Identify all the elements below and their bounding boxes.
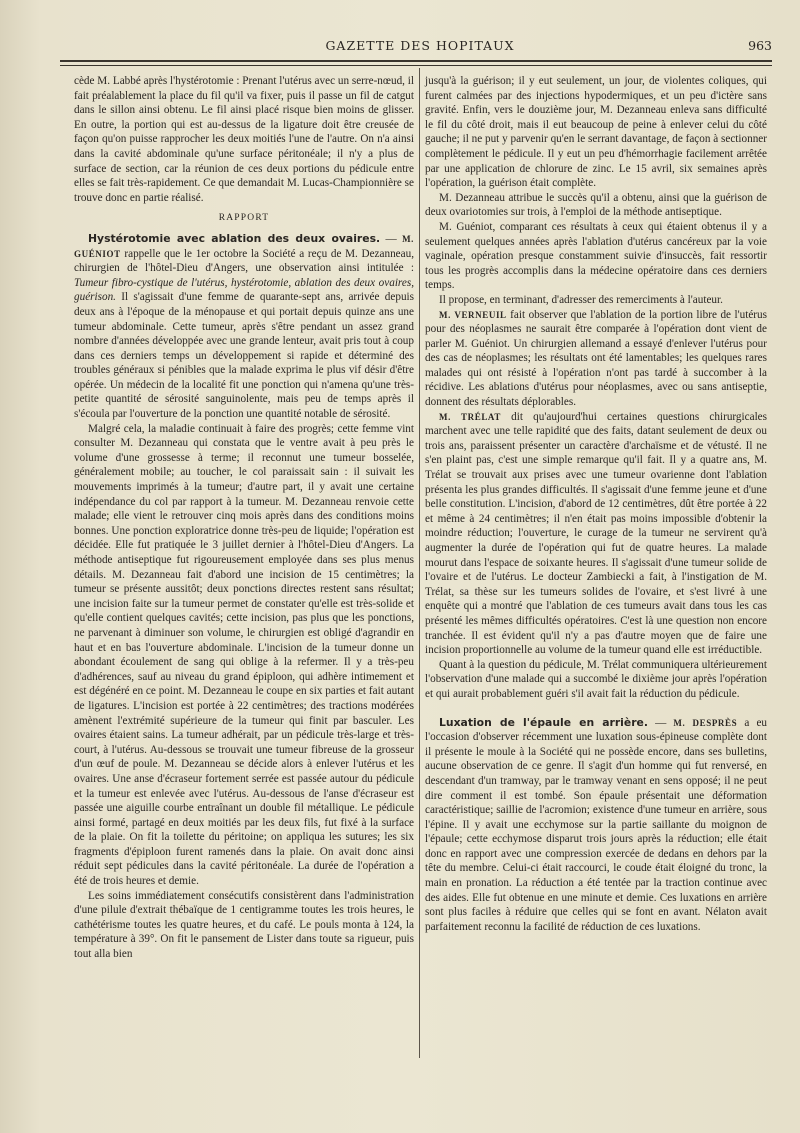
paragraph-verneuil (425, 308, 767, 410)
spacer (425, 702, 767, 716)
paragraph: M. Guéniot, comparant ces résultats à ceux qui étaient obtenus il y a seulement quelques années après l'ablation d'utérus cancéreux par la voie vaginale, opération presque constamment suivie d'insuccès, fait ressortir tous les progrès accomplis dans la médecine opératoire dans ces derniers temps. (425, 220, 767, 292)
paragraph: Quant à la question du pédicule, M. Trélat communiquera ultérieurement l'observation d'une malade qui a succombé le dixième jour après l'opération et qui aurait probablement guéri s'il avait fait la réduction du pédicule. (425, 658, 767, 700)
author-name: M. TRÉLAT (439, 411, 501, 422)
text-run: fait observer que l'ablation de la portion libre de l'utérus pour des néoplasmes ne saurait être comparée à l'opération dont vient de parler M. Guéniot. Un chirurgien allemand a essayé d'enlever l'utérus pour des cas de néoplasmes; les résultats ont été lamentables; les quelques rares malades qui ont résisté à l'opération n'ont pas tardé à succomber à la récidive. Les ablations d'utérus pour néoplasmes, avec ou sans antiseptie, donnent des résultats déplorables. (425, 308, 767, 409)
page-header (60, 36, 780, 60)
section-label-rapport: RAPPORT (218, 213, 270, 224)
column-divider (419, 68, 420, 1058)
section-heading: Hystérotomie avec ablation des deux ovaires. (88, 231, 381, 245)
paragraph-luxation (425, 716, 767, 935)
paragraph-trelat (425, 410, 767, 658)
paragraph: Malgré cela, la maladie continuait à faire des progrès; cette femme vint consulter M. Dezanneau qui constata que le ventre avait à peu près le volume d'une grossesse à terme; il reconnut une tumeur bosselée, généralement mobile; au toucher, le col paraissait sain : il suivait les mouvements imprimés à la tumeur; d'autre part, il y avait une certaine indépendance du col par rapport à la tumeur. M. Dezanneau renvoie cette malade; elle vient le retrouver cinq mois après dans des conditions moins bonnes. Une ponction exploratrice donne très-peu de liquide; l'opération est décidée. Elle fut pratiquée le 3 juillet dernier à l'hôtel-Dieu d'Angers. La méthode antiseptique fut rigoureusement employée dans ses plus menus détails. M. Dezanneau fait d'abord une incision de 15 centimètres; la tumeur se présente aussitôt; deux ponctions directes restent sans résultat; une incision faite sur la tumeur permet de constater qu'elle est très-solide et qu'elle contient quelques cavités; cette incision, pas plus que les ponctions, ne parvenant à diminuer son volume, le chirurgien est obligé d'agrandir en haut et en bas l'ouverture abdominale. L'incision de la tumeur donne un abondant écoulement de sang qui oblige à la refermer. Il y a très-peu d'adhérences, sauf au niveau du grand épiploon, qui adhère intimement et est dégénéré en ce point. M. Dezanneau le coupe en six parties et fait autant de ligatures. L'incision est portée à 22 centimètres; des tractions modérées amènent l'extrémité supérieure de la tumeur qui finit par basculer. Les ovaires étaient sains. La tumeur adhérait, par un pédicule très-large et très-court, à l'utérus. Au-dessous se trouvait une tumeur fibreuse de la grosseur d'un œuf de poule. M. Dezanneau se décide alors à enlever l'utérus et les ovaires. Une anse d'écraseur fortement serrée est passée autour du pédicule et la tumeur est enlevée avec l'utérus. Au-dessous de l'anse d'écraseur est passée une aiguille courbe entraînant un double fil métallique. Le pédicule ainsi formé, partagé en deux moitiés par les deux fils, fut fixé à la surface de la plaie. On fit la toilette du péritoine; on appliqua les sutures; les six fragments d'épiploon furent ramenés dans la plaie. On avait donc ainsi réduit sept pédicules dans la cavité péritonéale. La durée de l'opération a été de trois heures et demie. (74, 422, 414, 888)
header-rule (60, 60, 772, 66)
paragraph: jusqu'à la guérison; il y eut seulement, un jour, de violentes coliques, qui furent calmées par des injections hypodermiques, et un peu d'ictère sans gravité. Enfin, vers le douzième jour, M. Dezanneau enleva sans difficulté le fil du côté droit, mais il eut beaucoup de peine à enlever celui du côté gauche; il ne put y parvenir qu'en le serrant davantage, de façon à sectionner complètement le pédicule. Il y eut un peu d'hémorrhagie facilement arrêtée par une application de chlorure de zinc. Le 15 avril, six semaines après l'opération, la guérison était complète. (425, 75, 767, 190)
paragraph: cède M. Labbé après l'hystérotomie : Prenant l'utérus avec un serre-nœud, il fait préalablement la place du fil qu'il va fixer, puis il passe un fil de catgut dans le sillon ainsi obtenu. Le fil ainsi placé risque bien moins de glisser. En outre, la portion qui est au-dessus de la ligature doit être creusée de façon qu'on puisse rapprocher les deux moitiés l'une de l'autre. On n'a ainsi dans la cavité abdominale qu'une surface péritonéale; il n'y a plus de surface de section, car la réunion de ces deux portions du pédicule entre elles se fait très-rapidement. Ce que demandait M. Lucas-Championnière se trouve donc en partie réalisé. (74, 75, 414, 204)
author-name: M. DESPRÈS (673, 717, 738, 728)
text-run: rappelle que le 1er octobre la Société a reçu de M. Dezanneau, chirurgien de l'hôtel-Dieu d'Angers, une observation ainsi intitulée : (74, 247, 414, 275)
observation-title: Tumeur fibro-cystique de l'utérus, hystérotomie, ablation des deux ovaires, guérison. (74, 276, 414, 304)
author-name: M. VERNEUIL (439, 309, 507, 320)
text-run: dit qu'aujourd'hui certaines questions chirurgicales marchent avec une telle rapidité que des faits, datant seulement de deux ou trois ans, paraissent présenter un caractère d'archaïsme et de vétusté. Il ne s'en plaint pas, c'est une simple remarque qu'il fait. Il y a quatre ans, M. Trélat se trouvait aux prises avec une tumeur ovarienne dont l'ablation présenta les plus grandes difficultés. Il s'agissait d'une femme jeune et d'une belle constitution. L'incision, d'abord de 12 centimètres, dût être portée à 22 et même à 24 centimètres; il n'en était pas moins impossible d'obtenir la moindre réduction; l'ouverture, le curage de la tumeur ne servirent qu'à augmenter la durée de l'opération qui fut de quatre heures. La malade mourut dans l'espace de soixante heures. Il s'agissait d'une tumeur solide de l'ovaire et de l'utérus. Le docteur Zambiecki a fait, à l'instigation de M. Trélat, sa thèse sur les tumeurs solides de l'ovaire, et s'est livré à une enquête qui a montré que l'ablation de ces tumeurs avait dans tous les cas présenté les mêmes difficultés opératoires. C'est là une question non encore tranchée. Il est évident qu'il n'y a pas d'autre moyen que de faire une incision proportionnelle au volume de la tumeur quand elle est irréductible. (425, 410, 767, 657)
paragraph: Les soins immédiatement consécutifs consistèrent dans l'administration d'une pilule d'extrait thébaïque de 1 centigramme toutes les trois heures, le cathétérisme toutes les quatre heures, et du café. Le pouls monta à 124, la température à 39°. On fit le pansement de Lister dans toute sa rigueur, puis tout alla bien (74, 889, 414, 961)
paragraph: M. Dezanneau attribue le succès qu'il a obtenu, ainsi que la guérison de deux ovariotomies sur trois, à l'emploi de la méthode antiseptique. (425, 191, 767, 219)
journal-title: GAZETTE DES HOPITAUX (325, 38, 515, 53)
left-column (74, 74, 414, 962)
paragraph: Il propose, en terminant, d'adresser des remerciments à l'auteur. (439, 293, 723, 306)
text-run: a eu l'occasion d'observer récemment une luxation sous-épineuse complète dont il présente le moule à la Société qui ne possède encore, dans ses bulletins, aucune observation de ce genre. Il s'agit d'un homme qui fut renversé, en descendant d'un tramway, par le tramway venant en sens opposé; il ne peut dire comment il est tombé. Son épaule présentait une déformation caractéristique; saillie de l'acromion; existence d'une tumeur en arrière, sous l'épine. Il y avait une ecchymose sur la partie saillante du moignon de l'épaule; cette ecchymose disparut trois jours après la réduction; elle était donc en rapport avec une compression exercée de dedans en dehors par la tête du membre. Celui-ci était raccourci, le coude était éloigné du tronc, la main en pronation. La réduction a été tentée par la traction continue avec des aides. Elle fut obtenue en une minute et demie. Ces luxations en arrière sont plus faciles à réduire que celles qui se font en avant. Nélaton avait parfaitement reconnu la facilité de réduction de ces luxations. (425, 716, 768, 933)
dash: — (647, 716, 674, 729)
section-heading: Luxation de l'épaule en arrière. (439, 715, 648, 729)
page-number: 963 (748, 38, 772, 53)
paragraph-hysterotomie (74, 232, 414, 422)
right-column (425, 74, 767, 934)
dash: — (380, 232, 403, 245)
text-run: Il s'agissait d'une femme de quarante-sept ans, arrivée depuis deux ans à l'époque de la ménopause et qui portait depuis quinze ans une tumeur abdominale. Cette tumeur, après s'être pendant un assez grand nombre d'années développée avec une grande lenteur, avait pris tout à coup dans ces derniers temps un développement si rapide et déterminé des troubles généraux si pénibles que la malade exprima le plus vif désir d'être opérée. Un médecin de la localité fit une ponction qui n'amena qu'une très-petite quantité de sérosité sanguinolente, mais peu de temps après il s'écoula par l'ouverture de la ponction une quantité notable de sérosité. (74, 291, 414, 421)
author-name: M. GUÉNIOT (74, 233, 415, 259)
